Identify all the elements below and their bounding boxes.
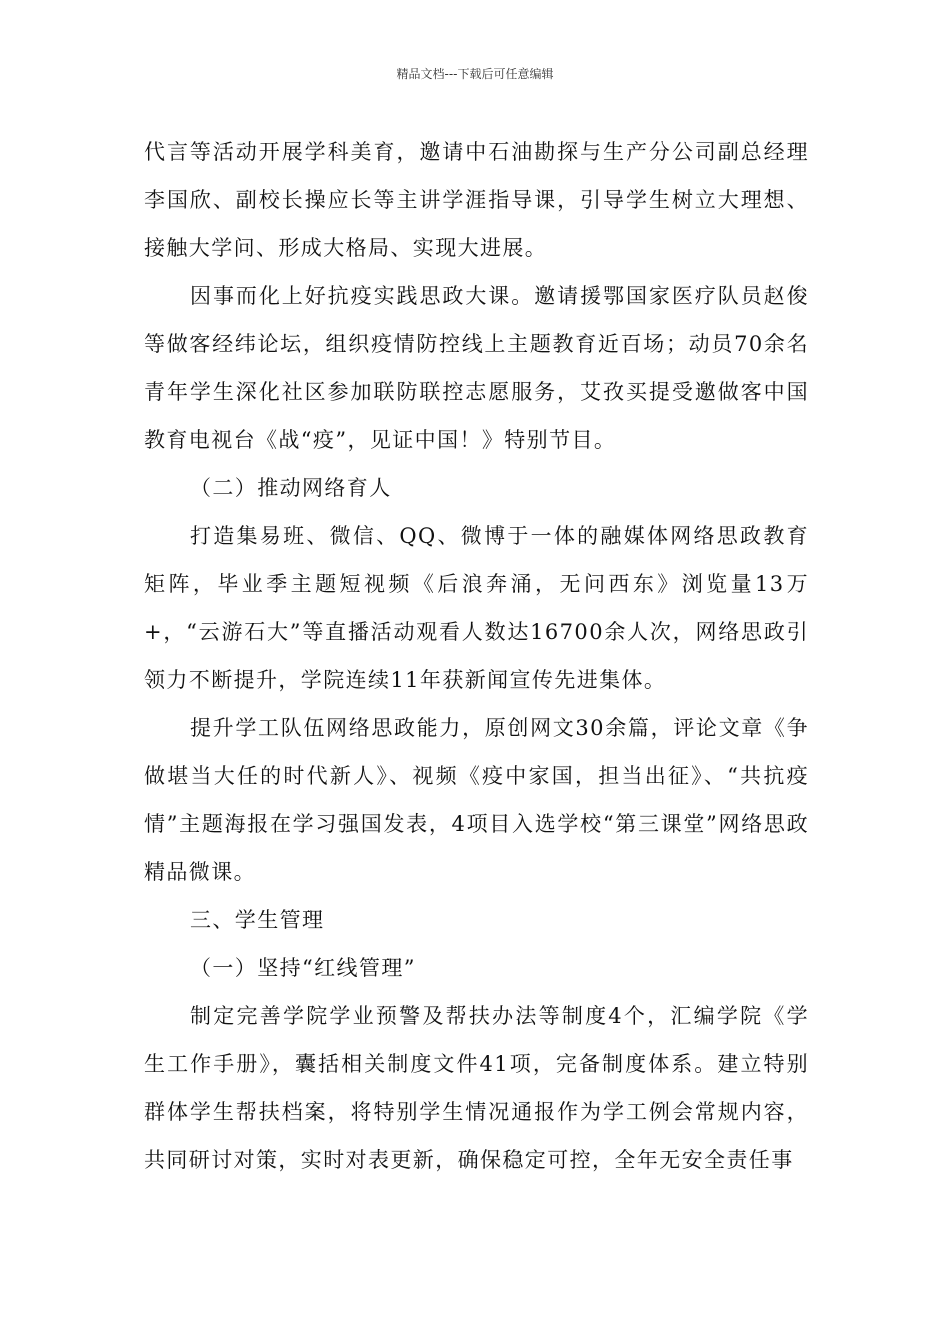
document-body bbox=[144, 128, 809, 1184]
section-heading: （二）推动网络育人 bbox=[190, 476, 392, 500]
paragraph: 代言等活动开展学科美育，邀请中石油勘探与生产分公司副总经理李国欣、副校长操应长等主讲学涯指导课，引导学生树立大理想、接触大学问、形成大格局、实现大进展。 bbox=[144, 140, 809, 260]
section-heading: （一）坚持“红线管理” bbox=[190, 956, 416, 980]
paragraph: 因事而化上好抗疫实践思政大课。邀请援鄂国家医疗队员赵俊等做客经纬论坛，组织疫情防控线上主题教育近百场；动员70余名青年学生深化社区参加联防联控志愿服务，艾孜买提受邀做客中国教育电视台《战“疫”，见证中国！》特别节目。 bbox=[144, 284, 809, 452]
section-heading: 三、学生管理 bbox=[190, 908, 325, 932]
page-header: 精品文档---下载后可任意编辑 bbox=[396, 67, 554, 81]
paragraph: 打造集易班、微信、QQ、微博于一体的融媒体网络思政教育矩阵，毕业季主题短视频《后浪奔涌，无问西东》浏览量13万+，“云游石大”等直播活动观看人数达16700余人次，网络思政引领力不断提升，学院连续11年获新闻宣传先进集体。 bbox=[144, 524, 809, 692]
paragraph: 提升学工队伍网络思政能力，原创网文30余篇，评论文章《争做堪当大任的时代新人》、视频《疫中家国，担当出征》、“共抗疫情”主题海报在学习强国发表，4项目入选学校“第三课堂”网络思政精品微课。 bbox=[144, 716, 809, 884]
paragraph: 制定完善学院学业预警及帮扶办法等制度4个，汇编学院《学生工作手册》，囊括相关制度文件41项，完备制度体系。建立特别群体学生帮扶档案，将特别学生情况通报作为学工例会常规内容，共同研讨对策，实时对表更新，确保稳定可控，全年无安全责任事 bbox=[144, 1004, 809, 1172]
